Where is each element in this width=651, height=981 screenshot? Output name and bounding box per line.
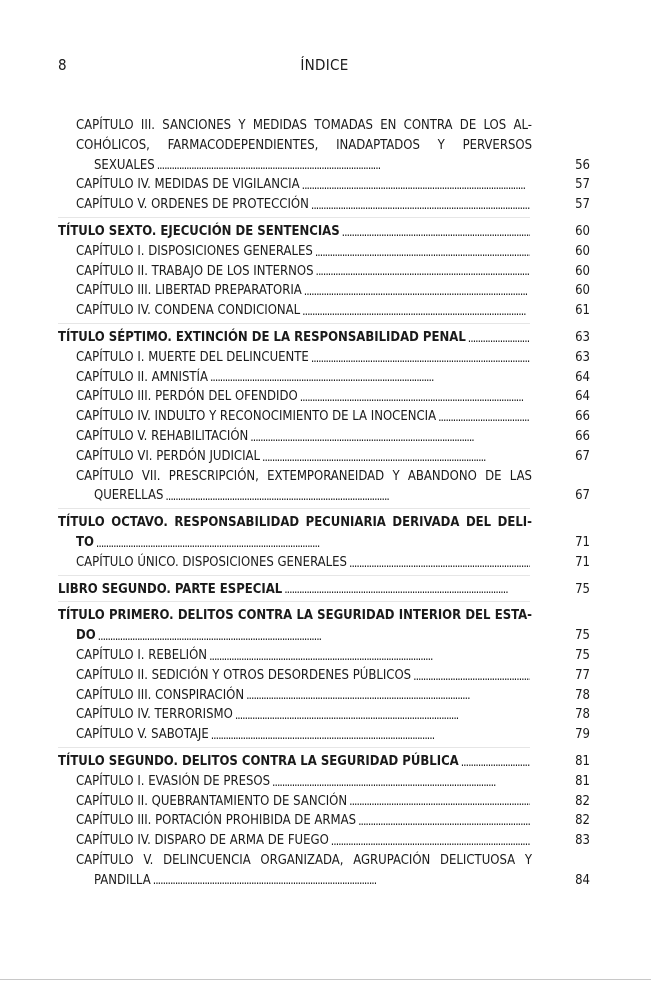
toc-page-number: 71 [575,534,590,550]
toc-chapter-entry[interactable] [58,262,590,282]
toc-page-number: 71 [575,554,590,570]
toc-chapter-entry[interactable] [58,427,590,447]
toc-entry-label: LIBRO SEGUNDO. PARTE ESPECIAL [58,581,283,597]
toc-page-number: 78 [575,687,590,703]
toc-entry-label: TÍTULO SEXTO. EJECUCIÓN DE SENTENCIAS [58,223,340,239]
toc-entry-label: CAPÍTULO IV. DISPARO DE ARMA DE FUEGO [76,833,329,849]
dot-leader [302,304,530,318]
dot-leader [302,178,530,192]
dot-leader [349,556,530,570]
dot-leader [461,755,530,769]
dot-leader [235,708,530,722]
toc-chapter-entry[interactable] [58,851,590,891]
toc-chapter-entry[interactable] [58,646,590,666]
toc-page-number: 56 [575,157,590,173]
toc-entry-label: CAPÍTULO II. TRABAJO DE LOS INTERNOS [76,263,314,279]
toc-entry-label: TO [76,534,94,550]
toc-page-number: 75 [575,581,590,597]
toc-entry-label: CAPÍTULO IV. TERRORISMO [76,707,233,723]
toc-entry-text-line: CAPÍTULO VII. PRESCRIPCIÓN, EXTEMPORANEIDAD Y ABANDONO DE LAS [76,468,532,484]
toc-page-number: 60 [575,283,590,299]
dot-leader [311,351,530,365]
toc-chapter-entry[interactable] [58,725,590,745]
toc-chapter-entry[interactable] [58,447,590,467]
toc-chapter-entry[interactable] [58,467,590,507]
section-separator [58,508,530,509]
toc-title-entry[interactable] [58,328,590,348]
dot-leader [96,536,530,550]
toc-entry-label: QUERELLAS [94,488,164,504]
toc-page-number: 67 [575,448,590,464]
toc-entry-label: CAPÍTULO I. DISPOSICIONES GENERALES [76,243,313,259]
toc-chapter-entry[interactable] [58,175,590,195]
toc-page-number: 82 [575,793,590,809]
dot-leader [349,794,530,808]
toc-entry-text-line: TÍTULO OCTAVO. RESPONSABILIDAD PECUNIARIA DERIVADA DEL DELI- [58,515,532,531]
toc-chapter-entry[interactable] [58,792,590,812]
toc-entry-label: SEXUALES [94,157,155,173]
toc-page-number: 64 [575,389,590,405]
toc-page-number: 64 [575,369,590,385]
toc-entry-label: CAPÍTULO I. REBELIÓN [76,647,208,663]
toc-page-number: 60 [575,263,590,279]
dot-leader [211,728,530,742]
dot-leader [468,331,530,345]
toc-page-number: 61 [575,303,590,319]
toc-title-entry[interactable] [58,222,590,242]
toc-chapter-entry[interactable] [58,301,590,321]
dot-leader [342,225,530,239]
dot-leader [272,775,530,789]
toc-page-number: 83 [575,833,590,849]
toc-entry-label: CAPÍTULO II. QUEBRANTAMIENTO DE SANCIÓN [76,793,348,809]
toc-entry-label: CAPÍTULO V. SABOTAJE [76,727,209,743]
toc-page-number: 77 [575,667,590,683]
toc-page-number: 81 [575,753,590,769]
toc-entry-label: PANDILLA [94,872,151,888]
toc-title-entry[interactable] [58,606,590,646]
dot-leader [153,873,530,887]
toc-title-entry[interactable] [58,513,590,553]
section-separator [58,601,530,602]
dot-leader [165,489,530,503]
toc-page-number: 66 [575,409,590,425]
toc-page-number: 63 [575,329,590,345]
table-of-contents [58,116,590,890]
toc-page-number: 79 [575,727,590,743]
section-separator [58,747,530,748]
toc-entry-text-line: CAPÍTULO V. DELINCUENCIA ORGANIZADA, AGRUPACIÓN DELICTUOSA Y [76,852,532,868]
toc-entry-label: CAPÍTULO III. CONSPIRACIÓN [76,687,245,703]
toc-page-number: 78 [575,707,590,723]
toc-page-number: 63 [575,349,590,365]
running-header [58,56,591,78]
toc-page-number: 75 [575,647,590,663]
dot-leader [300,390,530,404]
toc-entry-label: DO [76,628,96,644]
toc-chapter-entry[interactable] [58,387,590,407]
dot-leader [315,245,530,259]
toc-title-entry[interactable] [58,580,590,600]
toc-chapter-entry[interactable] [58,116,590,175]
dot-leader [304,284,530,298]
dot-leader [262,450,530,464]
dot-leader [209,649,530,663]
toc-entry-label: CAPÍTULO IV. MEDIDAS DE VIGILANCIA [76,177,300,193]
dot-leader [316,264,530,278]
toc-entry-text-line: COHÓLICOS, FARMACODEPENDIENTES, INADAPTADOS Y PERVERSOS [76,137,532,153]
toc-entry-label: CAPÍTULO III. PERDÓN DEL OFENDIDO [76,389,298,405]
toc-page-number: 67 [575,488,590,504]
toc-title-entry[interactable] [58,752,590,772]
toc-page-number: 60 [575,223,590,239]
toc-entry-label: CAPÍTULO ÚNICO. DISPOSICIONES GENERALES [76,554,347,570]
toc-chapter-entry[interactable] [58,242,590,262]
toc-chapter-entry[interactable] [58,772,590,792]
dot-leader [331,834,530,848]
toc-entry-label: CAPÍTULO III. PORTACIÓN PROHIBIDA DE ARMAS [76,813,357,829]
section-separator [58,217,530,218]
toc-entry-label: TÍTULO SEGUNDO. DELITOS CONTRA LA SEGURIDAD PÚBLICA [58,753,459,769]
toc-chapter-entry[interactable] [58,195,590,215]
toc-chapter-entry[interactable] [58,553,590,573]
toc-chapter-entry[interactable] [58,686,590,706]
toc-page-number: 75 [575,628,590,644]
toc-entry-label: CAPÍTULO III. LIBERTAD PREPARATORIA [76,283,302,299]
page-bottom-edge [0,979,651,980]
toc-page-number: 60 [575,243,590,259]
toc-entry-label: TÍTULO SÉPTIMO. EXTINCIÓN DE LA RESPONSABILIDAD PENAL [58,329,466,345]
toc-chapter-entry[interactable] [58,407,590,427]
toc-page-number: 57 [575,177,590,193]
toc-entry-label: CAPÍTULO VI. PERDÓN JUDICIAL [76,448,261,464]
toc-entry-label: CAPÍTULO I. EVASIÓN DE PRESOS [76,773,271,789]
dot-leader [284,582,530,596]
toc-entry-label: CAPÍTULO II. AMNISTÍA [76,369,208,385]
page-number: 8 [58,56,67,74]
dot-leader [413,669,530,683]
toc-entry-label: CAPÍTULO II. SEDICIÓN Y OTROS DESORDENES PÚBLICOS [76,667,412,683]
toc-page-number: 57 [575,197,590,213]
toc-entry-label: CAPÍTULO IV. CONDENA CONDICIONAL [76,303,301,319]
dot-leader [358,814,530,828]
toc-chapter-entry[interactable] [58,666,590,686]
dot-leader [438,410,530,424]
toc-chapter-entry[interactable] [58,831,590,851]
toc-entry-label: CAPÍTULO V. ORDENES DE PROTECCIÓN [76,197,309,213]
dot-leader [311,198,530,212]
dot-leader [250,430,530,444]
toc-entry-text-line: CAPÍTULO III. SANCIONES Y MEDIDAS TOMADAS EN CONTRA DE LOS AL- [76,118,532,133]
toc-entry-label: CAPÍTULO V. REHABILITACIÓN [76,428,249,444]
running-title: ÍNDICE [300,56,349,74]
toc-chapter-entry[interactable] [58,368,590,388]
dot-leader [246,688,530,702]
toc-chapter-entry[interactable] [58,281,590,301]
toc-chapter-entry[interactable] [58,348,590,368]
dot-leader [157,158,530,172]
toc-entry-label: CAPÍTULO I. MUERTE DEL DELINCUENTE [76,349,309,365]
section-separator [58,323,530,324]
toc-chapter-entry[interactable] [58,811,590,831]
toc-page-number: 84 [575,872,590,888]
section-separator [58,575,530,576]
toc-page-number: 66 [575,428,590,444]
toc-entry-text-line: TÍTULO PRIMERO. DELITOS CONTRA LA SEGURIDAD INTERIOR DEL ESTA- [58,608,532,624]
toc-page-number: 82 [575,813,590,829]
dot-leader [98,629,530,643]
toc-chapter-entry[interactable] [58,705,590,725]
toc-page-number: 81 [575,773,590,789]
dot-leader [210,370,530,384]
toc-entry-label: CAPÍTULO IV. INDULTO Y RECONOCIMIENTO DE LA INOCENCIA [76,409,437,425]
